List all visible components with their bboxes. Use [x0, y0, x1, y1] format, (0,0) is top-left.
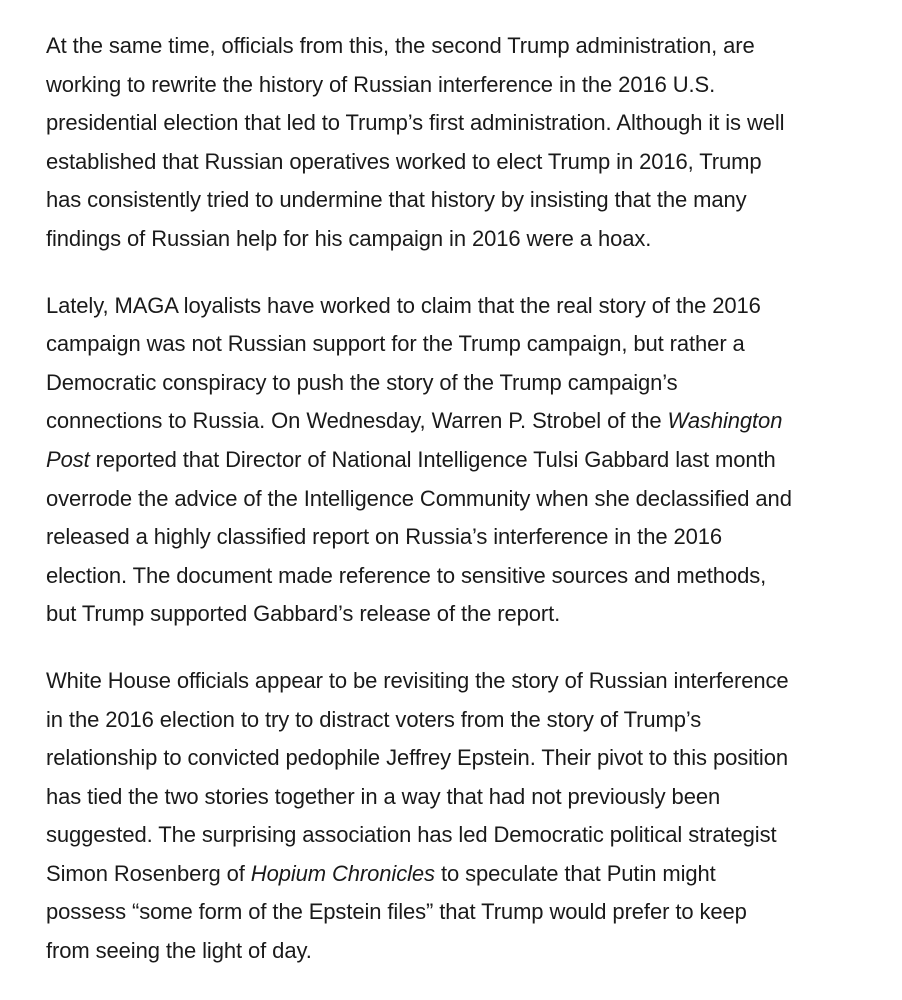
text-line: Democratic conspiracy to push the story of the Trump campaign’s: [46, 369, 678, 395]
publication-name-washington: Washington: [667, 408, 783, 434]
text-segment: to speculate that Putin might: [434, 860, 716, 886]
text-line: relationship to convicted pedophile Jeffrey Epstein. Their pivot to this position: [46, 745, 788, 771]
text-line: [46, 855, 866, 894]
text-line: possess “some form of the Epstein files” that Trump would prefer to keep: [46, 899, 747, 925]
text-line: Lately, MAGA loyalists have worked to claim that the real story of the 2016: [46, 292, 761, 318]
text-line: released a highly classified report on Russia’s interference in the 2016: [46, 524, 723, 550]
text-line: in the 2016 election to try to distract voters from the story of Trump’s: [46, 706, 702, 732]
paragraph-1: [46, 27, 866, 259]
text-line: election. The document made reference to sensitive sources and methods,: [46, 562, 767, 588]
text-line: working to rewrite the history of Russian interference in the 2016 U.S.: [46, 71, 716, 97]
text-line: suggested. The surprising association has led Democratic political strategist: [46, 822, 777, 848]
text-segment: connections to Russia. On Wednesday, Warren P. Strobel of the: [46, 408, 668, 434]
paragraph-3: [46, 662, 866, 971]
text-line: but Trump supported Gabbard’s release of the report.: [46, 601, 561, 627]
text-line: presidential election that led to Trump’s first administration. Although it is well: [46, 110, 785, 136]
text-line: White House officials appear to be revisiting the story of Russian interference: [46, 667, 789, 693]
text-line: has tied the two stories together in a way that had not previously been: [46, 783, 721, 809]
text-line: At the same time, officials from this, the second Trump administration, are: [46, 33, 755, 58]
text-line: [46, 441, 866, 480]
text-line: overrode the advice of the Intelligence Community when she declassified and: [46, 485, 792, 511]
text-line: has consistently tried to undermine that history by insisting that the many: [46, 187, 747, 213]
text-line: findings of Russian help for his campaign in 2016 were a hoax.: [46, 225, 652, 251]
publication-name-post: Post: [46, 446, 90, 472]
text-segment: Simon Rosenberg of: [46, 860, 251, 886]
text-line: established that Russian operatives worked to elect Trump in 2016, Trump: [46, 148, 762, 174]
article-body: [46, 27, 866, 999]
publication-name-hopium-chronicles: Hopium Chronicles: [250, 860, 435, 886]
text-line: [46, 402, 866, 441]
paragraph-2: [46, 287, 866, 634]
text-line: from seeing the light of day.: [46, 938, 312, 964]
text-line: campaign was not Russian support for the Trump campaign, but rather a: [46, 331, 745, 357]
text-segment: reported that Director of National Intelligence Tulsi Gabbard last month: [89, 446, 776, 472]
